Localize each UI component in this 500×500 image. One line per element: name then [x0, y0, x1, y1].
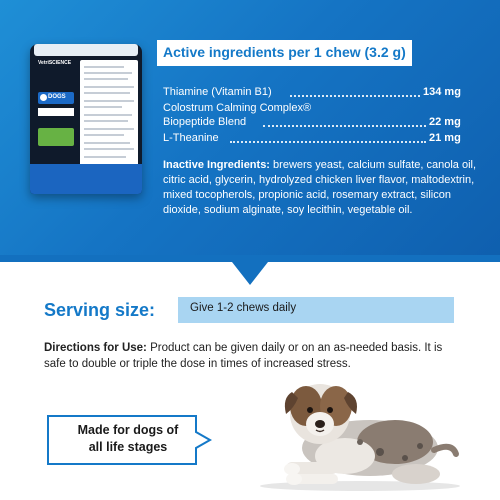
leader-dots: [230, 141, 426, 143]
bag-back-label: [80, 60, 138, 168]
bag-bottom-band: [30, 164, 142, 194]
panel-arrow: [0, 255, 500, 295]
serving-size-value: Give 1-2 chews daily: [190, 302, 297, 314]
leader-dots: [290, 95, 420, 97]
ingredient-name-theanine: L-Theanine: [163, 132, 219, 144]
ingredient-amount-colostrum: 22 mg: [429, 116, 461, 128]
bag-species-badge: [38, 92, 74, 104]
inactive-ingredients-label: Inactive Ingredients:: [163, 159, 270, 171]
inactive-ingredients-text: brewers yeast, calcium sulfate, canola oil, citric acid, glycerin, hydrolyzed chicken liver flavor, maltodextrin, mixed tocopherols, propionic acid, rosemary extract, silicon dioxide, sodium alginate, soy lecithin, vegetable oil.: [163, 159, 477, 216]
ingredient-amount-theanine: 21 mg: [429, 132, 461, 144]
product-bag-image: [30, 40, 142, 198]
callout-line1: Made for dogs of: [77, 423, 179, 437]
ingredient-amount-thiamine: 134 mg: [423, 86, 461, 98]
leader-dots: [263, 125, 426, 127]
puppy-image: [220, 362, 460, 492]
serving-size-label: Serving size:: [44, 300, 156, 320]
callout-line2: all life stages: [88, 440, 168, 454]
directions-label: Directions for Use:: [44, 342, 147, 354]
life-stages-callout: [44, 412, 211, 468]
bag-top-strip: [34, 44, 138, 56]
inactive-ingredients: [163, 158, 478, 218]
ingredient-name-colostrum-line1: Colostrum Calming Complex®: [163, 102, 312, 114]
bag-stripe: [38, 108, 74, 116]
bag-species-label: DOGS: [48, 94, 66, 100]
directions-text: Product can be given daily or on an as-needed basis. It is safe to double or triple the dose in times of increased stress.: [44, 342, 443, 370]
ingredient-name-thiamine: Thiamine (Vitamin B1): [163, 86, 272, 98]
dog-icon: [40, 94, 47, 101]
bag-brand: VetriSCIENCE: [38, 60, 72, 66]
ingredient-name-colostrum-line2: Biopeptide Blend: [163, 116, 247, 128]
active-ingredients-header: Active ingredients per 1 chew (3.2 g): [163, 44, 406, 60]
callout-text: [52, 422, 204, 456]
bag-green-badge: [38, 128, 74, 146]
